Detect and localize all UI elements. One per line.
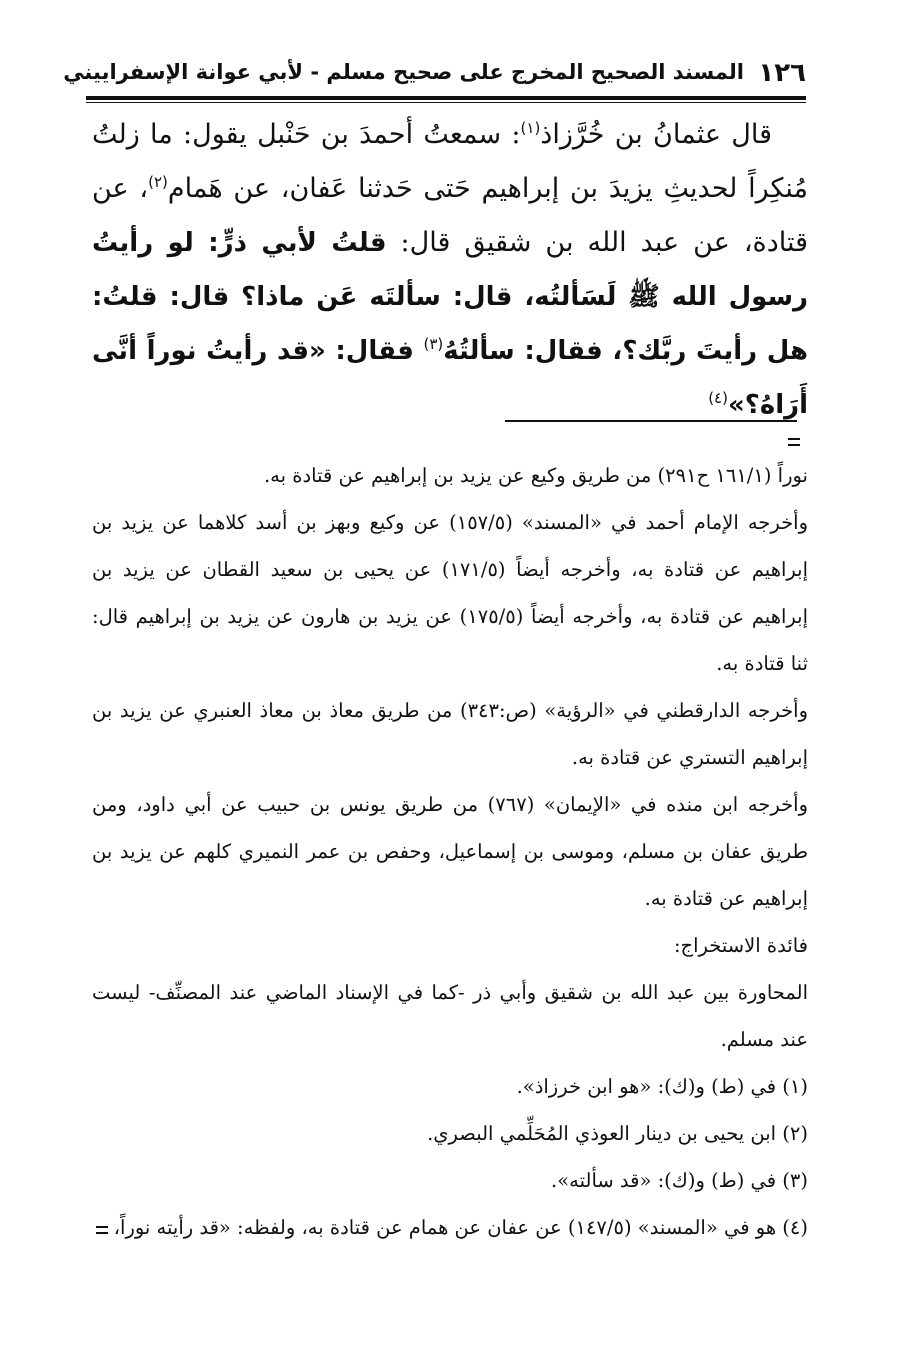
note-line: نوراً (١٦١/١ ح٢٩١) من طريق وكيع عن يزيد بن إبراهيم عن قتادة به. <box>263 464 808 487</box>
footnote-separator <box>505 420 797 422</box>
continuation-mark <box>788 438 800 446</box>
text-segment: : سمعتُ أحمدَ بن حَنْبل يقول: ما زلتُ مُنكِراً لحديثِ يزيدَ بن إبراهيم حَتى حَدثنا عَفان، عن هَمام <box>92 119 808 204</box>
note-line: المحاورة بين عبد الله بن شقيق وأبي ذر -كما في الإسناد الماضي عند المصنِّف- ليست عند مسلم. <box>92 981 808 1051</box>
footnote-4: (٤) هو في «المسند» (١٤٧/٥) عن عفان عن همام عن قتادة به، ولفظه: «قد رأيته نوراً، <box>113 1216 808 1239</box>
footnote-3: (٣) في (ط) و(ك): «قد سألته». <box>551 1169 808 1192</box>
running-title: المسند الصحيح المخرج على صحيح مسلم - لأبي عوانة الإسفراييني <box>63 60 744 84</box>
header-rule-thick <box>86 96 806 100</box>
note-line: وأخرجه الدارقطني في «الرؤية» (ص:٣٤٣) من طريق معاذ بن معاذ العنبري عن يزيد بن إبراهيم التستري عن قتادة به. <box>92 699 808 769</box>
footnote-1: (١) في (ط) و(ك): «هو ابن خرزاذ». <box>516 1075 808 1098</box>
hadith-text: قلتُ لأبي ذرٍّ: لو رأيتُ رسول الله ﷺ لَسَألتُه، قال: سألتَه عَن ماذا؟ قال: قلتُ: هل رأيتَ ربَّك؟، فقال: سألتُهُ <box>92 228 808 366</box>
page-number: ١٢٦ <box>758 58 806 88</box>
main-paragraph <box>92 108 808 432</box>
header-rule-thin <box>86 102 806 103</box>
footnotes-area <box>92 452 808 1251</box>
text-segment: ، عن قتادة، عن عبد الله بن شقيق قال: <box>92 173 809 258</box>
footnote-ref-2[interactable]: (٢) <box>148 173 168 191</box>
running-header <box>63 52 806 96</box>
note-line: وأخرجه ابن منده في «الإيمان» (٧٦٧) من طريق يونس بن حبيب عن أبي داود، ومن طريق عفان بن مسلم، وموسى بن إسماعيل، وحفص بن عمر النميري كلهم عن يزيد بن إبراهيم عن قتادة به. <box>92 793 808 910</box>
note-line: فائدة الاستخراج: <box>673 934 808 957</box>
footnote-ref-1[interactable]: (١) <box>520 119 541 137</box>
note-line: وأخرجه الإمام أحمد في «المسند» (١٥٧/٥) عن وكيع وبهز بن أسد كلاهما عن يزيد بن إبراهيم عن قتادة به، وأخرجه أيضاً (١٧١/٥) عن يحيى بن سعيد القطان عن يزيد بن إبراهيم عن قتادة به، وأخرجه أيضاً (١٧٥/٥) عن يزيد بن هارون عن يزيد بن إبراهيم قال: ثنا قتادة به. <box>92 511 808 675</box>
footnote-ref-3[interactable]: (٣) <box>423 335 444 353</box>
hadith-text-end: فقال: «قد رأيتُ نوراً أنَّى أَرَاهُ؟» <box>92 336 808 420</box>
main-text <box>92 108 808 432</box>
text-segment: قال عثمانُ بن خُرَّزاذ <box>540 119 772 150</box>
footnote-ref-4[interactable]: (٤) <box>708 389 728 407</box>
continuation-mark-end <box>96 1226 108 1234</box>
footnote-2: (٢) ابن يحيى بن دينار العوذي المُحَلِّمي البصري. <box>427 1122 808 1145</box>
